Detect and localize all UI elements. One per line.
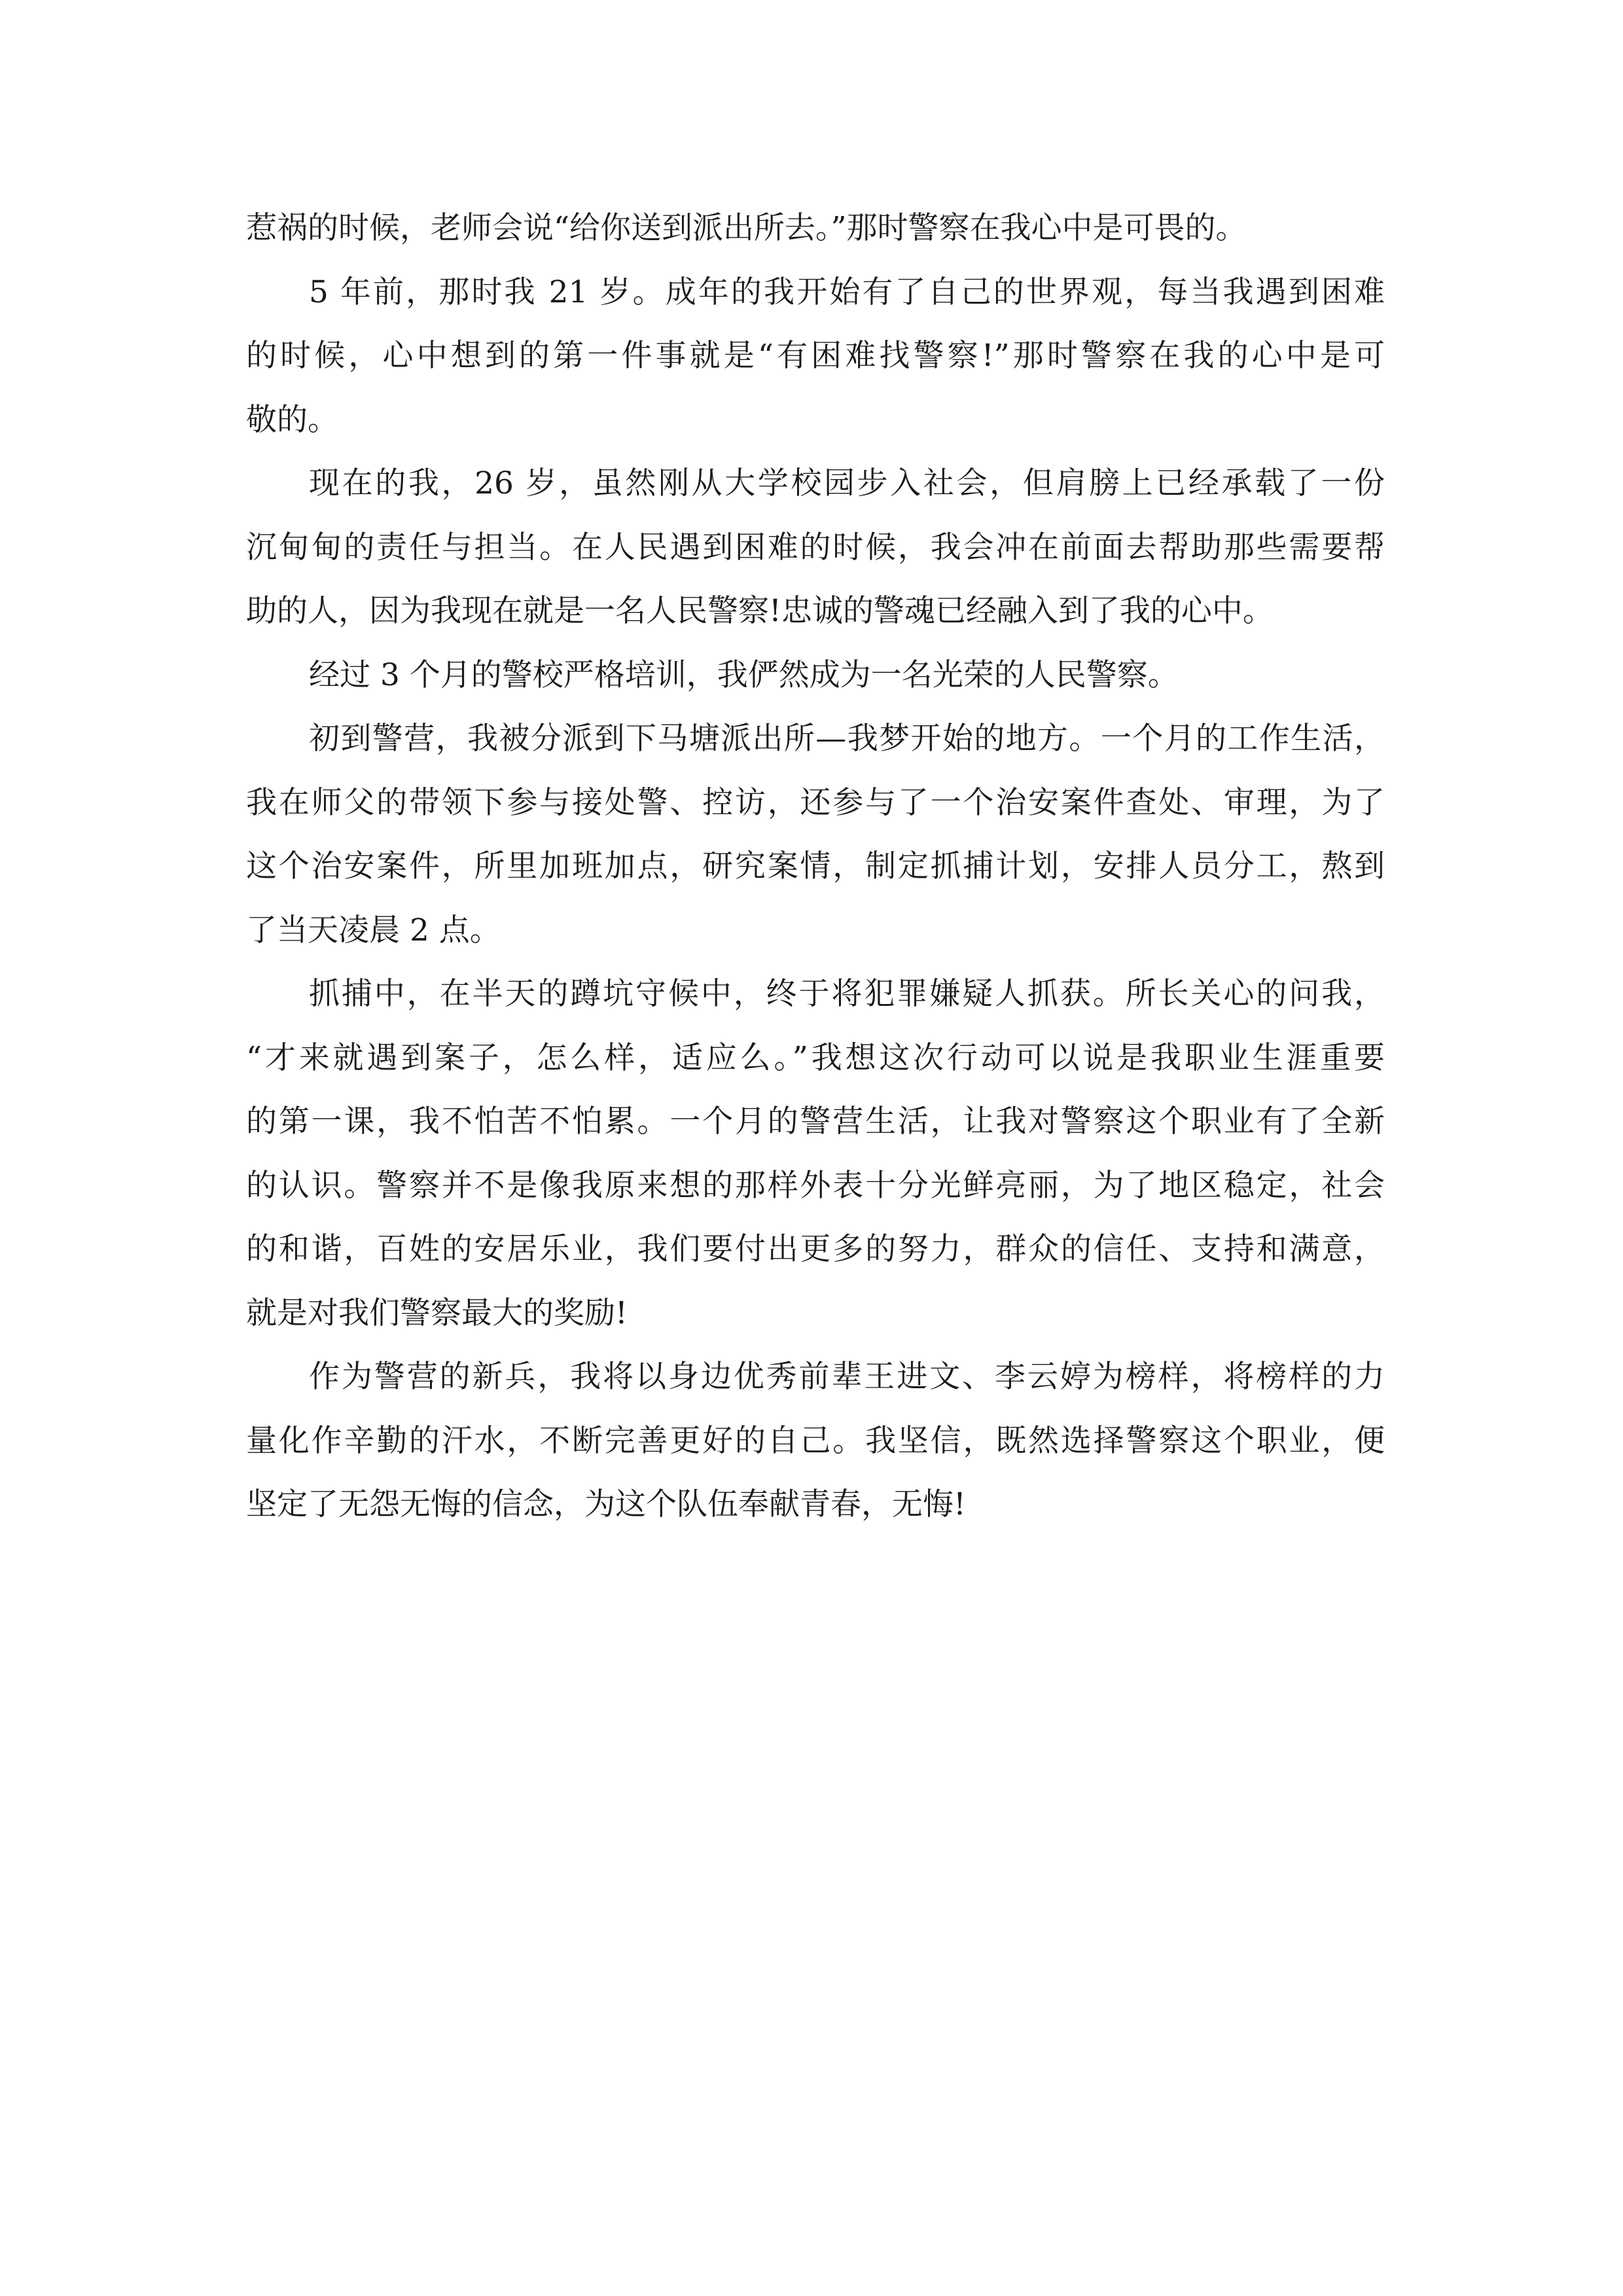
text-line-2: 5 年前，那时我 21 岁。成年的我开始有了自己的世界观，每当我遇到困难 (309, 274, 1385, 310)
text-line-17: 的和谐，百姓的安居乐业，我们要付出更多的努力，群众的信任、支持和满意， (246, 1231, 1385, 1267)
text-line-14: “才来就遇到案子，怎么样，适应么。”我想这次行动可以说是我职业生涯重要 (246, 1039, 1385, 1076)
text-line-7: 助的人，因为我现在就是一名人民警察!忠诚的警魂已经融入到了我的心中。 (246, 593, 1274, 629)
text-line-6: 沉甸甸的责任与担当。在人民遇到困难的时候，我会冲在前面去帮助那些需要帮 (246, 529, 1385, 565)
text-line-8: 经过 3 个月的警校严格培训，我俨然成为一名光荣的人民警察。 (309, 656, 1179, 693)
text-line-4: 敬的。 (246, 401, 338, 438)
text-line-1: 惹祸的时候，老师会说“给你送到派出所去。”那时警察在我心中是可畏的。 (246, 210, 1247, 246)
text-line-10: 我在师父的带领下参与接处警、控访，还参与了一个治安案件查处、审理，为了 (246, 784, 1385, 821)
text-line-16: 的认识。警察并不是像我原来想的那样外表十分光鲜亮丽，为了地区稳定，社会 (246, 1167, 1385, 1204)
document-body (246, 196, 1385, 1537)
text-line-3: 的时候，心中想到的第一件事就是“有困难找警察!”那时警察在我的心中是可 (246, 338, 1385, 374)
text-line-15: 的第一课，我不怕苦不怕累。一个月的警营生活，让我对警察这个职业有了全新 (246, 1103, 1385, 1139)
text-line-5: 现在的我，26 岁，虽然刚从大学校园步入社会，但肩膀上已经承载了一份 (309, 465, 1385, 501)
text-line-18: 就是对我们警察最大的奖励! (246, 1295, 628, 1331)
text-line-19: 作为警营的新兵，我将以身边优秀前辈王进文、李云婷为榜样，将榜样的力 (309, 1359, 1385, 1395)
text-line-21: 坚定了无怨无悔的信念，为这个队伍奉献青春，无悔! (246, 1486, 966, 1522)
text-line-12: 了当天凌晨 2 点。 (246, 912, 501, 948)
text-line-13: 抓捕中，在半天的蹲坑守候中，终于将犯罪嫌疑人抓获。所长关心的问我， (309, 976, 1385, 1012)
text-line-20: 量化作辛勤的汗水，不断完善更好的自己。我坚信，既然选择警察这个职业，便 (246, 1422, 1385, 1459)
text-line-9: 初到警营，我被分派到下马塘派出所—我梦开始的地方。一个月的工作生活， (309, 721, 1385, 757)
text-line-11: 这个治安案件，所里加班加点，研究案情，制定抓捕计划，安排人员分工，熬到 (246, 848, 1385, 884)
